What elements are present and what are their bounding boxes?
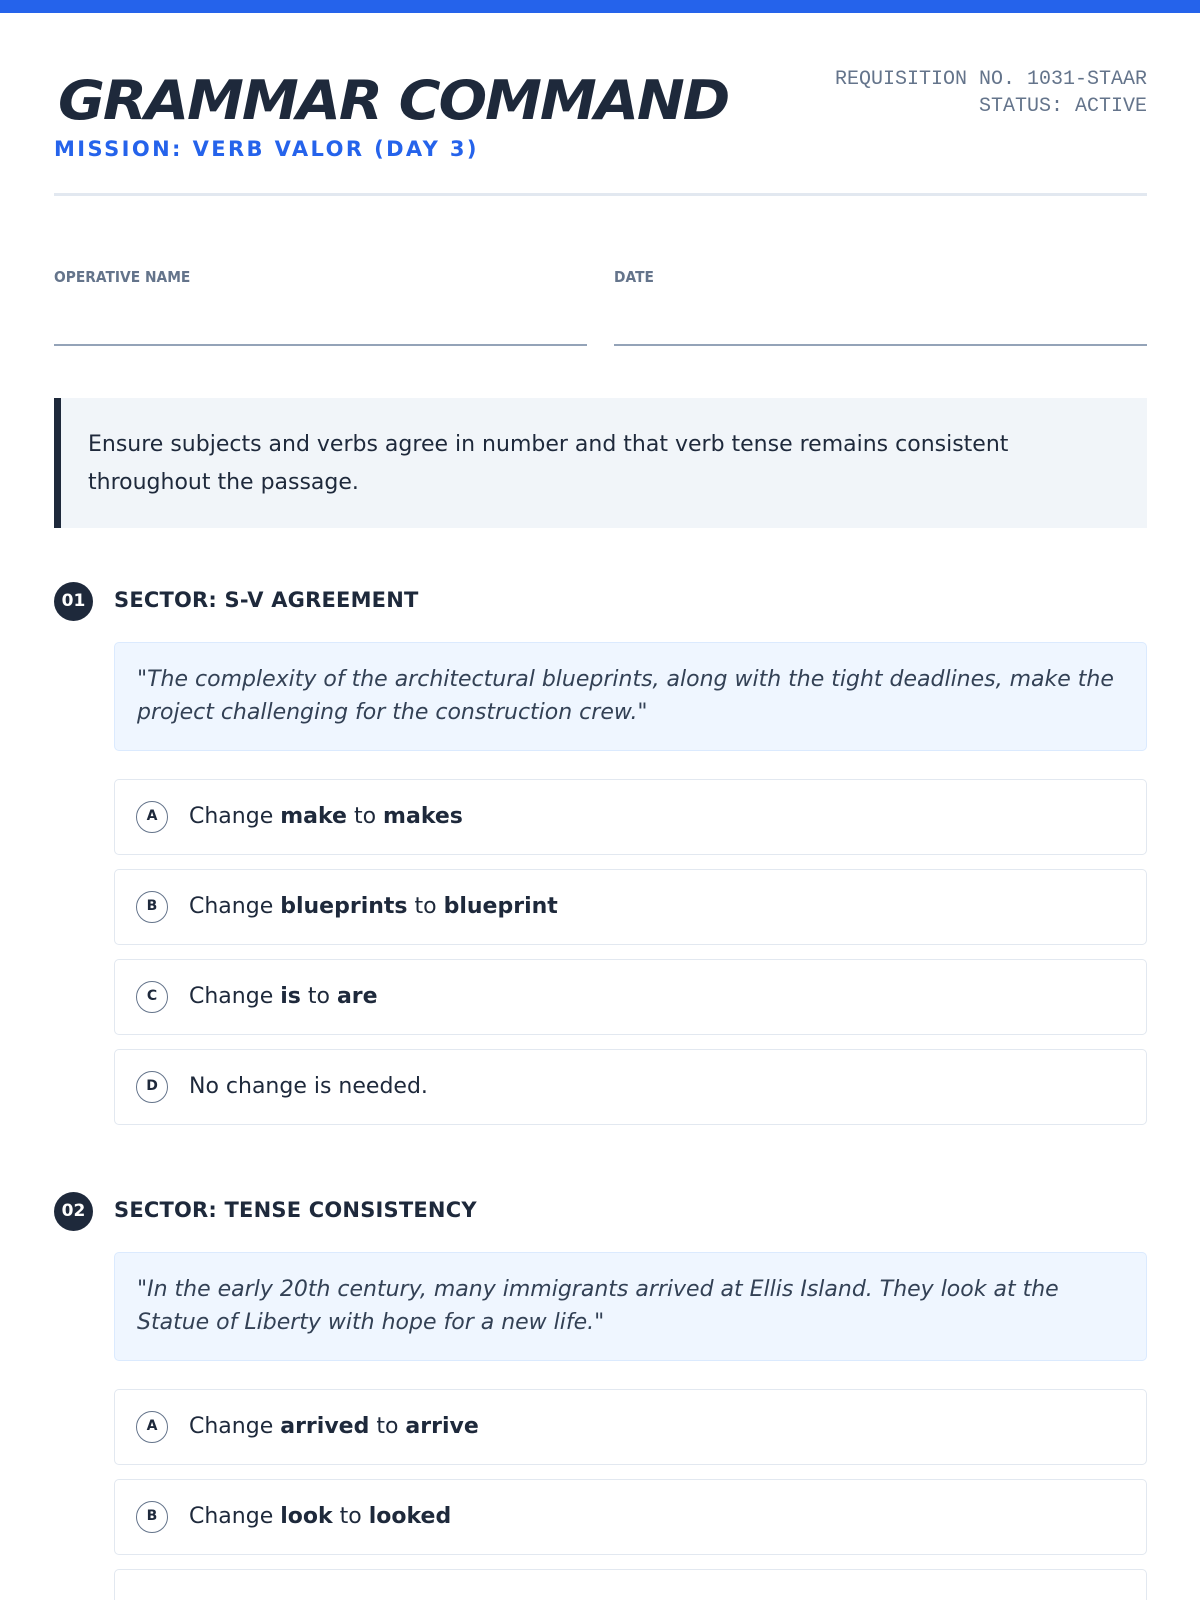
requisition-meta: [835, 66, 1147, 120]
operative-name-field: [54, 268, 587, 346]
passage-box: "The complexity of the architectural blueprints, along with the tight deadlines, make the project challenging for the construction crew.": [114, 642, 1147, 751]
option-text: Change make to makes: [189, 804, 463, 829]
option-a[interactable]: [114, 779, 1147, 855]
option-c-partial[interactable]: [114, 1569, 1147, 1600]
operative-name-input[interactable]: [54, 298, 587, 342]
section-sv-agreement: [54, 582, 1147, 1099]
option-b[interactable]: [114, 869, 1147, 945]
section-header: [54, 1192, 1147, 1232]
option-text: Change arrived to arrive: [189, 1414, 479, 1439]
option-letter-badge: B: [136, 891, 168, 923]
option-a[interactable]: [114, 1389, 1147, 1465]
option-letter-badge: D: [136, 1071, 168, 1103]
page-header: [54, 0, 1147, 196]
option-b[interactable]: [114, 1479, 1147, 1555]
option-letter-badge: A: [136, 801, 168, 833]
option-text: Change look to looked: [189, 1504, 452, 1529]
option-text: Change blueprints to blueprint: [189, 894, 558, 919]
student-fields: [54, 268, 1147, 348]
requisition-number: REQUISITION NO. 1031-STAAR: [834, 68, 1147, 91]
section-number-badge: 02: [54, 1192, 93, 1231]
option-text: No change is needed.: [189, 1074, 428, 1099]
section-header: [54, 582, 1147, 622]
date-label: DATE: [614, 268, 654, 286]
option-letter-badge: A: [136, 1411, 168, 1443]
passage-box: "In the early 20th century, many immigrants arrived at Ellis Island. They look at the Statue of Liberty with hope for a new life.": [114, 1252, 1147, 1361]
instructions-callout: Ensure subjects and verbs agree in number and that verb tense remains consistent throughout the passage.: [54, 398, 1147, 528]
option-letter-badge: B: [136, 1501, 168, 1533]
section-tense-consistency: [54, 1192, 1147, 1529]
mission-subtitle: MISSION: VERB VALOR (DAY 3): [54, 137, 479, 161]
status-text: STATUS: ACTIVE: [978, 95, 1147, 118]
option-letter-badge: C: [136, 981, 168, 1013]
operative-name-label: OPERATIVE NAME: [54, 268, 191, 286]
date-input[interactable]: [614, 298, 1147, 342]
section-title: SECTOR: S-V AGREEMENT: [114, 588, 419, 612]
page-title: GRAMMAR COMMAND: [58, 69, 729, 132]
worksheet-page: [54, 0, 1147, 1529]
option-d[interactable]: [114, 1049, 1147, 1125]
section-title: SECTOR: TENSE CONSISTENCY: [114, 1198, 477, 1222]
option-text: Change is to are: [189, 984, 378, 1009]
section-number-badge: 01: [54, 582, 93, 621]
date-field: [614, 268, 1147, 346]
option-c[interactable]: [114, 959, 1147, 1035]
